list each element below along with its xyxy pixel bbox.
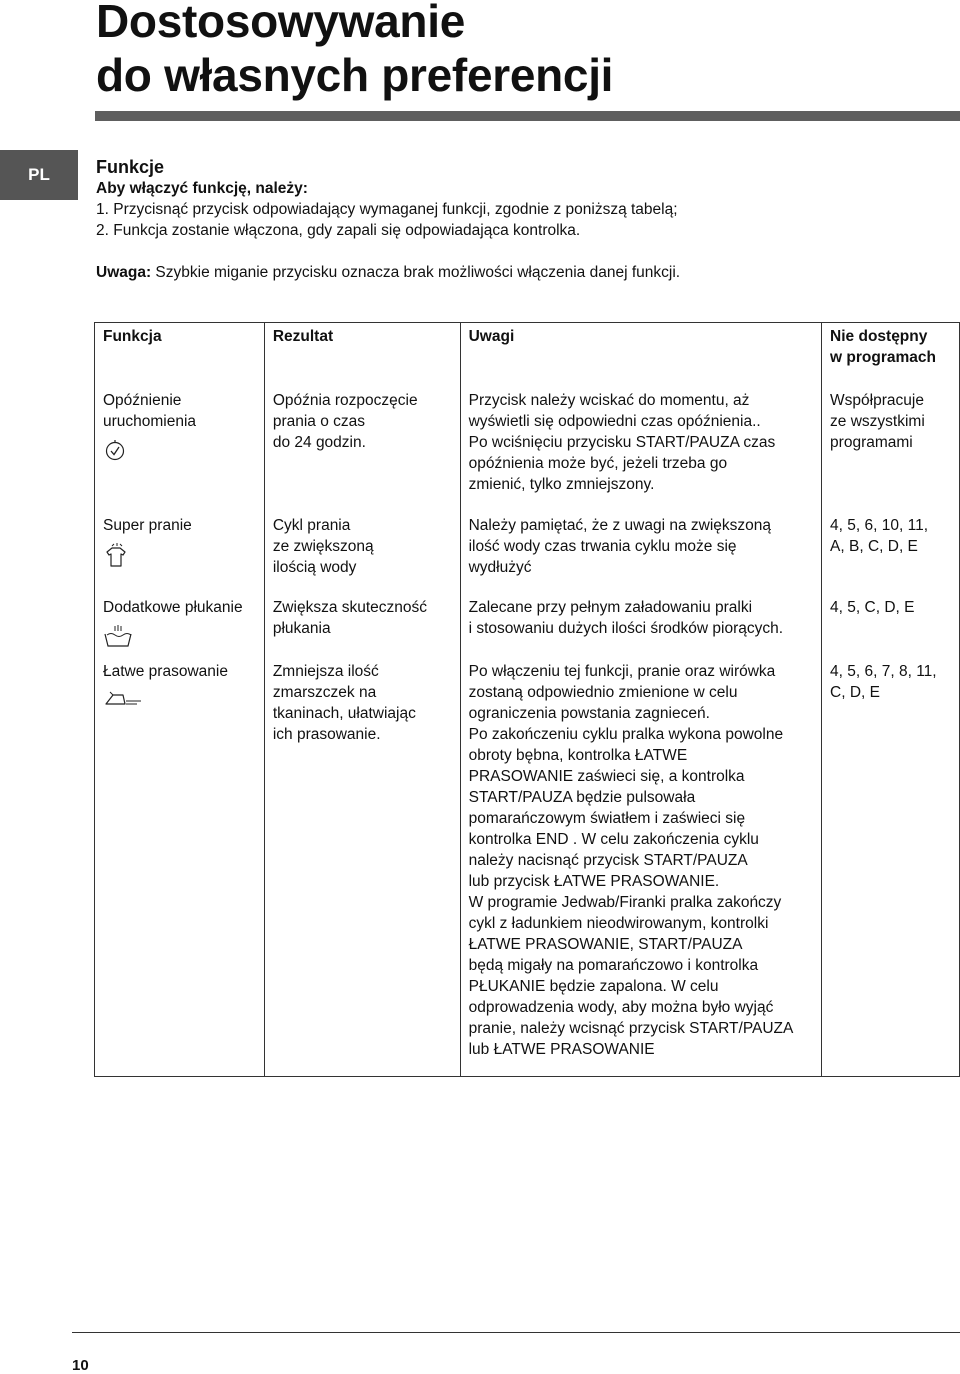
header-funkcja: Funkcja — [95, 323, 265, 388]
cell-funkcja: Opóźnienie uruchomienia — [95, 387, 265, 512]
table-row — [95, 594, 960, 658]
functions-table — [94, 322, 960, 1077]
header-rezultat: Rezultat — [264, 323, 460, 388]
cell-programy: 4, 5, C, D, E — [822, 594, 960, 658]
cell-funkcja: Dodatkowe płukanie — [95, 594, 265, 658]
table-row — [95, 658, 960, 1076]
instruction-step-1: 1. Przycisnąć przycisk odpowiadający wymaganej funkcji, zgodnie z poniższą tabelą; — [96, 201, 678, 218]
title-line-1: Dostosowywanie — [96, 0, 465, 47]
header-programy-line-2: w programach — [830, 349, 936, 366]
cell-rezultat: Cykl prania ze zwiększoną ilością wody — [264, 512, 460, 594]
cell-uwagi: Zalecane przy pełnym załadowaniu pralki i stosowaniu dużych ilości środków piorących. — [460, 594, 821, 658]
cell-funkcja: Super pranie — [95, 512, 265, 594]
note-label: Uwaga: — [96, 264, 152, 281]
page-number: 10 — [72, 1357, 89, 1374]
super-wash-shirt-icon — [103, 542, 129, 570]
note-text: Szybkie miganie przycisku oznacza brak możliwości włączenia danej funkcji. — [151, 264, 681, 281]
cell-programy: 4, 5, 6, 10, 11, A, B, C, D, E — [822, 512, 960, 594]
delay-timer-icon — [103, 438, 127, 464]
intro-section — [96, 156, 680, 283]
cell-rezultat: Opóźnia rozpoczęcie prania o czas do 24 godzin. — [264, 387, 460, 512]
cell-programy: 4, 5, 6, 7, 8, 11, C, D, E — [822, 658, 960, 1076]
page-title — [96, 0, 613, 102]
header-uwagi: Uwagi — [460, 323, 821, 388]
section-heading: Funkcje — [96, 157, 165, 177]
extra-rinse-icon — [103, 624, 133, 648]
title-rule — [95, 111, 960, 121]
instructions-heading: Aby włączyć funkcję, należy: — [96, 180, 308, 197]
cell-rezultat: Zwiększa skuteczność płukania — [264, 594, 460, 658]
easy-iron-icon — [103, 688, 143, 710]
table-header-row — [95, 323, 960, 388]
cell-uwagi: Przycisk należy wciskać do momentu, aż wyświetli się odpowiedni czas opóźnienia.. Po wciśnięciu przycisku START/PAUZA czas opóźnienia może być, jeżeli trzeba go zmienić, tylko zmniejszony. — [460, 387, 821, 512]
instruction-step-2: 2. Funkcja zostanie włączona, gdy zapali się odpowiadająca kontrolka. — [96, 222, 581, 239]
note — [96, 262, 680, 283]
cell-uwagi: Należy pamiętać, że z uwagi na zwiększoną ilość wody czas trwania cyklu może się wydłużyć — [460, 512, 821, 594]
cell-rezultat: Zmniejsza ilość zmarszczek na tkaninach, ułatwiając ich prasowanie. — [264, 658, 460, 1076]
cell-uwagi: Po włączeniu tej funkcji, pranie oraz wirówka zostaną odpowiednio zmienione w celu ograniczenia powstania zagnieceń. Po zakończeniu cyklu pralka wykona powolne obroty bębna, kontrolka ŁATWE PRASOWANIE zaświeci się, a kontrolka START/PAUZA będzie pulsowała pomarańczowym światłem i zaświeci się kontrolka END . W celu zakończenia cyklu należy nacisnąć przycisk START/PAUZA lub przycisk ŁATWE PRASOWANIE. W programie Jedwab/Firanki pralka zakończy cykl z ładunkiem nieodwirowanym, kontrolki ŁATWE PRASOWANIE, START/PAUZA będą migały na pomarańczowo i kontrolka PŁUKANIE będzie zapalona. W celu odprowadzenia wody, aby można było wyjąć pranie, należy wcisnąć przycisk START/PAUZA lub ŁATWE PRASOWANIE — [460, 658, 821, 1076]
footer-rule — [72, 1332, 960, 1333]
cell-programy: Współpracuje ze wszystkimi programami — [822, 387, 960, 512]
title-line-2: do własnych preferencji — [96, 49, 614, 101]
cell-funkcja: Łatwe prasowanie — [95, 658, 265, 1076]
language-tab: PL — [0, 150, 78, 200]
header-programy-line-1: Nie dostępny — [830, 328, 928, 345]
table-row — [95, 512, 960, 594]
table-row — [95, 387, 960, 512]
header-programy — [822, 323, 960, 388]
